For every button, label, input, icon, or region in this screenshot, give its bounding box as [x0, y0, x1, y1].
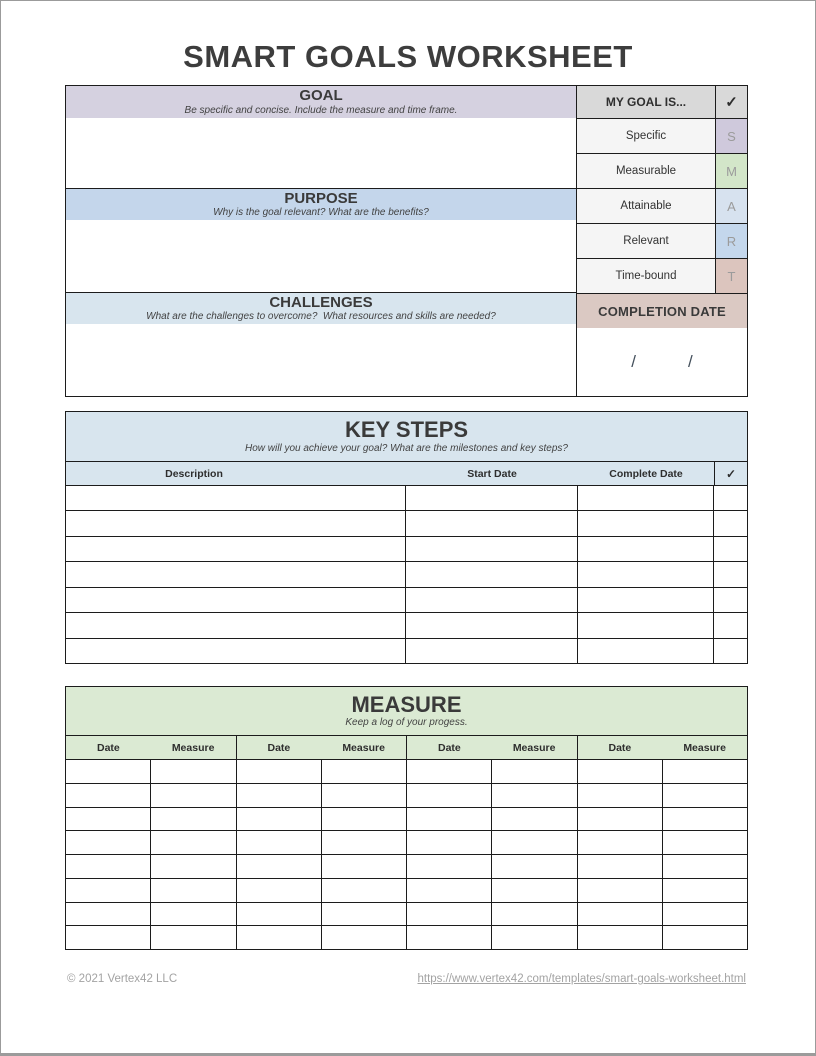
smart-check-cell-a[interactable]: A — [716, 189, 747, 223]
measure-value-cell[interactable] — [492, 855, 577, 878]
measure-section — [65, 686, 748, 950]
measure-value-cell[interactable] — [663, 784, 747, 807]
key-step-done-cell[interactable] — [714, 613, 747, 637]
measure-value-cell[interactable] — [492, 879, 577, 902]
smart-item-label: Attainable — [577, 189, 716, 223]
key-step-start-date-cell[interactable] — [406, 537, 578, 561]
key-step-done-cell[interactable] — [714, 486, 747, 510]
measure-value-cell[interactable] — [151, 784, 236, 807]
column-header-date: Date — [96, 741, 120, 754]
measure-date-cell[interactable] — [237, 808, 322, 831]
measure-value-cell[interactable] — [151, 831, 236, 854]
challenges-section-header — [66, 292, 576, 324]
key-step-done-cell[interactable] — [714, 639, 747, 663]
smart-item-specific — [577, 118, 747, 153]
key-step-description-cell[interactable] — [66, 562, 406, 586]
footer-link[interactable]: https://www.vertex42.com/templates/smart-goals-worksheet.html — [417, 973, 746, 985]
measure-row — [66, 902, 747, 926]
measure-date-cell[interactable] — [407, 903, 492, 926]
measure-value-cell[interactable] — [663, 879, 747, 902]
purpose-title: PURPOSE — [284, 189, 358, 207]
measure-date-cell[interactable] — [407, 760, 492, 783]
key-step-row — [66, 510, 747, 535]
completion-date-input-area[interactable] — [577, 328, 747, 396]
key-step-row — [66, 587, 747, 612]
smart-item-label: Specific — [577, 119, 716, 153]
measure-date-cell[interactable] — [578, 926, 663, 949]
checkmark-icon: ✓ — [714, 462, 747, 485]
key-step-complete-date-cell[interactable] — [578, 588, 714, 612]
goal-subtitle: Be specific and concise. Include the measure and time frame. — [184, 104, 458, 116]
measure-date-cell[interactable] — [407, 784, 492, 807]
key-step-description-cell[interactable] — [66, 588, 406, 612]
measure-date-cell[interactable] — [578, 855, 663, 878]
date-slash: / — [688, 352, 693, 371]
key-step-start-date-cell[interactable] — [406, 511, 578, 535]
measure-value-cell[interactable] — [492, 760, 577, 783]
measure-date-cell[interactable] — [578, 760, 663, 783]
column-header-date: Date — [236, 736, 322, 759]
key-step-complete-date-cell[interactable] — [578, 537, 714, 561]
my-goal-is-label: MY GOAL IS... — [577, 86, 716, 118]
measure-date-cell[interactable] — [66, 879, 151, 902]
smart-item-measurable — [577, 153, 747, 188]
key-step-start-date-cell[interactable] — [406, 486, 578, 510]
measure-header — [66, 687, 747, 735]
measure-date-cell[interactable] — [578, 784, 663, 807]
measure-date-cell[interactable] — [578, 903, 663, 926]
challenges-input-area[interactable] — [66, 324, 576, 396]
measure-column-header-row — [66, 735, 747, 759]
key-step-description-cell[interactable] — [66, 639, 406, 663]
measure-value-cell[interactable] — [322, 879, 407, 902]
measure-value-cell[interactable] — [492, 784, 577, 807]
measure-date-cell[interactable] — [407, 831, 492, 854]
measure-value-cell[interactable] — [151, 760, 236, 783]
key-step-description-cell[interactable] — [66, 537, 406, 561]
measure-row — [66, 807, 747, 831]
measure-date-cell[interactable] — [237, 784, 322, 807]
measure-value-cell[interactable] — [322, 784, 407, 807]
key-step-start-date-cell[interactable] — [406, 588, 578, 612]
key-step-row — [66, 612, 747, 637]
key-step-complete-date-cell[interactable] — [578, 511, 714, 535]
smart-item-label: Measurable — [577, 154, 716, 188]
measure-value-cell[interactable] — [322, 831, 407, 854]
key-step-row — [66, 536, 747, 561]
measure-date-cell[interactable] — [237, 926, 322, 949]
key-step-description-cell[interactable] — [66, 486, 406, 510]
column-header-measure: Measure — [683, 741, 726, 754]
column-header-date: Date — [577, 736, 663, 759]
measure-value-cell[interactable] — [151, 926, 236, 949]
smart-check-cell-t[interactable]: T — [716, 259, 747, 293]
key-step-complete-date-cell[interactable] — [578, 639, 714, 663]
measure-date-cell[interactable] — [66, 926, 151, 949]
column-header-measure: Measure — [171, 741, 215, 754]
key-step-row — [66, 561, 747, 586]
key-step-complete-date-cell[interactable] — [578, 562, 714, 586]
measure-value-cell[interactable] — [663, 760, 747, 783]
measure-value-cell[interactable] — [663, 903, 747, 926]
key-step-done-cell[interactable] — [714, 588, 747, 612]
smart-check-cell-s[interactable]: S — [716, 119, 747, 153]
goal-purpose-challenges-column — [66, 86, 577, 396]
measure-row — [66, 830, 747, 854]
column-header-measure: Measure — [342, 741, 385, 754]
measure-date-cell[interactable] — [66, 831, 151, 854]
measure-value-cell[interactable] — [151, 903, 236, 926]
date-slash: / — [631, 352, 636, 371]
measure-date-cell[interactable] — [237, 855, 322, 878]
measure-date-cell[interactable] — [237, 903, 322, 926]
measure-row — [66, 783, 747, 807]
measure-rows — [66, 759, 747, 949]
measure-row — [66, 854, 747, 878]
measure-value-cell[interactable] — [322, 903, 407, 926]
measure-value-cell[interactable] — [663, 831, 747, 854]
smart-item-label: Relevant — [577, 224, 716, 258]
key-step-done-cell[interactable] — [714, 562, 747, 586]
measure-date-cell[interactable] — [66, 760, 151, 783]
key-step-start-date-cell[interactable] — [406, 613, 578, 637]
goal-title: GOAL — [299, 87, 343, 105]
goal-input-area[interactable] — [66, 118, 576, 188]
measure-date-cell[interactable] — [66, 903, 151, 926]
measure-value-cell[interactable] — [492, 808, 577, 831]
key-step-complete-date-cell[interactable] — [578, 486, 714, 510]
measure-value-cell[interactable] — [322, 855, 407, 878]
measure-row — [66, 925, 747, 949]
measure-date-cell[interactable] — [66, 784, 151, 807]
measure-date-cell[interactable] — [66, 855, 151, 878]
measure-value-cell[interactable] — [663, 808, 747, 831]
key-steps-column-header-row — [66, 461, 747, 485]
challenges-subtitle: What are the challenges to overcome? What resources and skills are needed? — [146, 311, 496, 323]
measure-value-cell[interactable] — [151, 808, 236, 831]
measure-value-cell[interactable] — [151, 879, 236, 902]
measure-subtitle: Keep a log of your progess. — [345, 717, 468, 729]
measure-date-cell[interactable] — [237, 831, 322, 854]
measure-date-cell[interactable] — [407, 879, 492, 902]
page-title: SMART GOALS WORKSHEET — [183, 39, 633, 74]
checkmark-icon: ✓ — [725, 94, 738, 111]
smart-checklist — [577, 86, 747, 396]
column-header-date: Date — [406, 736, 492, 759]
measure-value-cell[interactable] — [663, 855, 747, 878]
smart-item-relevant — [577, 223, 747, 258]
key-step-done-cell[interactable] — [714, 511, 747, 535]
key-steps-section — [65, 411, 748, 664]
key-steps-title: KEY STEPS — [344, 417, 469, 443]
measure-date-cell[interactable] — [407, 926, 492, 949]
smart-item-attainable — [577, 188, 747, 223]
smart-check-cell-r[interactable]: R — [716, 224, 747, 258]
column-header-complete-date: Complete Date — [609, 467, 683, 480]
measure-value-cell[interactable] — [492, 903, 577, 926]
purpose-section-header — [66, 188, 576, 220]
measure-row — [66, 759, 747, 783]
key-step-start-date-cell[interactable] — [406, 639, 578, 663]
key-step-start-date-cell[interactable] — [406, 562, 578, 586]
key-step-description-cell[interactable] — [66, 511, 406, 535]
goal-overview-table — [65, 85, 748, 397]
measure-row — [66, 878, 747, 902]
key-steps-rows — [66, 485, 747, 663]
measure-date-cell[interactable] — [66, 808, 151, 831]
key-steps-subtitle: How will you achieve your goal? What are the milestones and key steps? — [245, 442, 568, 454]
measure-date-cell[interactable] — [578, 879, 663, 902]
purpose-input-area[interactable] — [66, 220, 576, 292]
smart-checklist-header-row — [577, 86, 747, 118]
measure-value-cell[interactable] — [322, 808, 407, 831]
smart-item-label: Time-bound — [577, 259, 716, 293]
column-header-description: Description — [165, 467, 223, 480]
footer-copyright: © 2021 Vertex42 LLC — [67, 973, 178, 985]
column-header-start-date: Start Date — [467, 467, 517, 480]
purpose-subtitle: Why is the goal relevant? What are the benefits? — [213, 207, 429, 219]
measure-title: MEASURE — [351, 691, 462, 717]
measure-value-cell[interactable] — [322, 760, 407, 783]
smart-item-time-bound — [577, 258, 747, 293]
measure-value-cell[interactable] — [663, 926, 747, 949]
column-header-measure: Measure — [512, 741, 556, 754]
key-step-row — [66, 638, 747, 663]
measure-date-cell[interactable] — [578, 831, 663, 854]
measure-date-cell[interactable] — [407, 808, 492, 831]
key-step-complete-date-cell[interactable] — [578, 613, 714, 637]
measure-date-cell[interactable] — [237, 879, 322, 902]
measure-value-cell[interactable] — [151, 855, 236, 878]
measure-value-cell[interactable] — [322, 926, 407, 949]
challenges-title: CHALLENGES — [269, 293, 373, 311]
key-step-row — [66, 485, 747, 510]
key-steps-header — [66, 412, 747, 461]
key-step-description-cell[interactable] — [66, 613, 406, 637]
smart-check-cell-m[interactable]: M — [716, 154, 747, 188]
completion-date-header: COMPLETION DATE — [577, 293, 747, 328]
key-step-done-cell[interactable] — [714, 537, 747, 561]
measure-date-cell[interactable] — [578, 808, 663, 831]
measure-value-cell[interactable] — [492, 926, 577, 949]
goal-section-header — [66, 86, 576, 118]
measure-date-cell[interactable] — [407, 855, 492, 878]
measure-date-cell[interactable] — [237, 760, 322, 783]
measure-value-cell[interactable] — [492, 831, 577, 854]
